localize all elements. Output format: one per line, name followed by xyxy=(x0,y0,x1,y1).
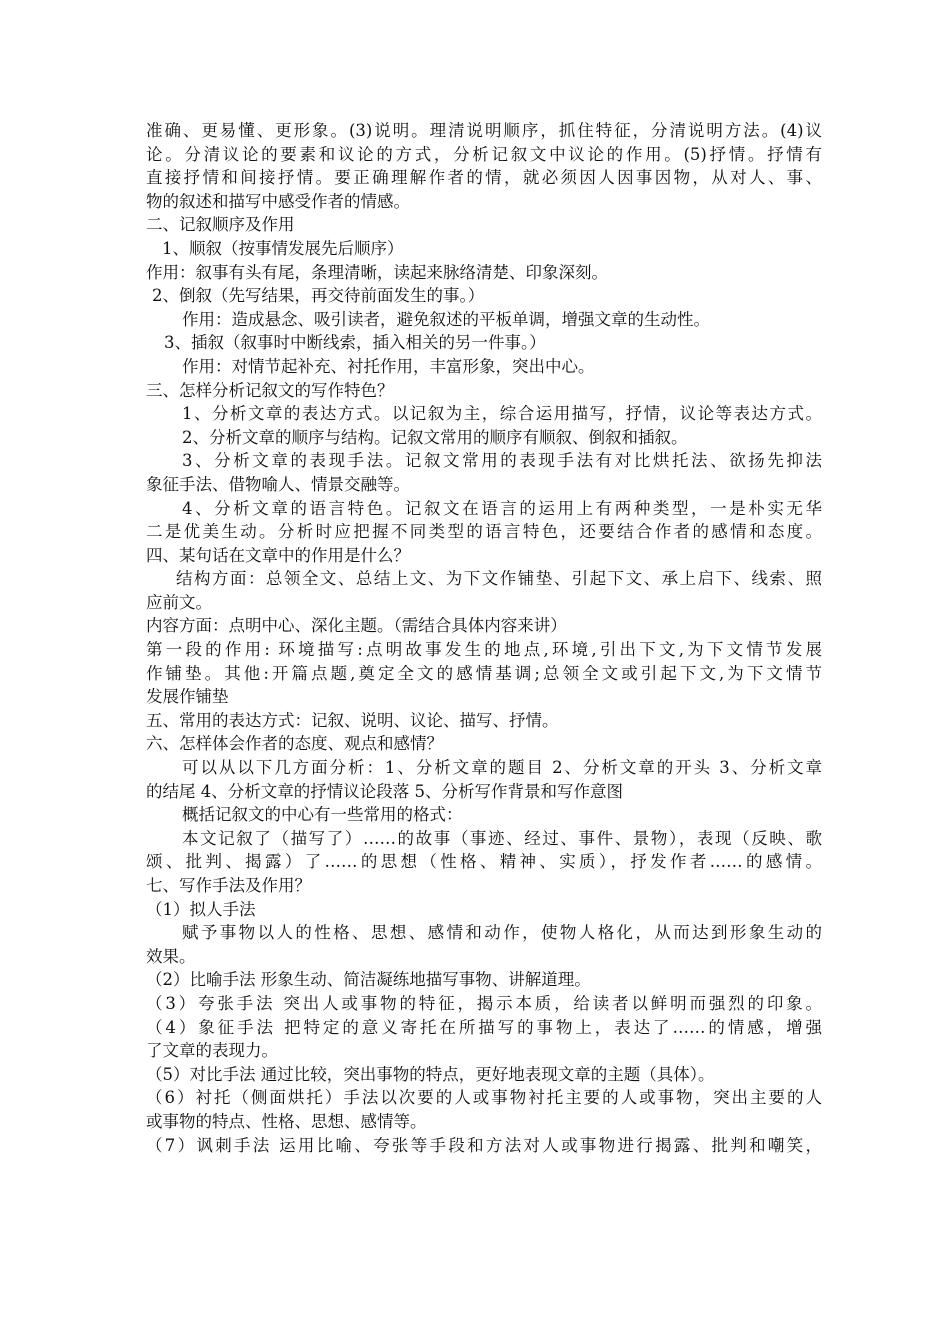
text-line: 作铺垫。其他:开篇点题,奠定全文的感情基调;总领全文或引起下文,为下文情节 xyxy=(146,663,822,683)
text-line: 的结尾 4、分析文章的抒情议论段落 5、分析写作背景和写作意图 xyxy=(146,781,623,801)
sub-heading: 2、倒叙（先写结果，再交待前面发生的事。） xyxy=(152,286,485,306)
text-line: （2）比喻手法 形象生动、简洁凝练地描写事物、讲解道理。 xyxy=(146,970,591,990)
text-line: 本文记叙了（描写了）……的故事（事迹、经过、事件、景物），表现（反映、歌 xyxy=(182,828,822,848)
section-heading: 四、某句话在文章中的作用是什么？ xyxy=(146,545,410,565)
section-heading: 二、记叙顺序及作用 xyxy=(146,215,295,235)
text-line: 赋予事物以人的性格、思想、感情和动作，使物人格化，从而达到形象生动的 xyxy=(182,923,822,943)
text-line: 3、分析文章的表现手法。记叙文常用的表现手法有对比烘托法、欲扬先抑法 xyxy=(182,451,822,471)
text-line: 作用：对情节起补充、衬托作用，丰富形象，突出中心。 xyxy=(182,356,595,376)
text-line: 准确、更易懂、更形象。(3)说明。理清说明顺序，抓住特征，分清说明方法。(4)议 xyxy=(146,121,822,140)
text-line: 颂、批判、揭露）了……的思想（性格、精神、实质），抒发作者……的感情。 xyxy=(146,852,822,872)
text-line: 二是优美生动。分析时应把握不同类型的语言特色，还要结合作者的感情和态度。 xyxy=(146,522,822,542)
text-line: 论。分清议论的要素和议论的方式，分析记叙文中议论的作用。(5)抒情。抒情有 xyxy=(146,144,822,164)
section-heading: 五、常用的表达方式：记叙、说明、议论、描写、抒情。 xyxy=(146,710,559,730)
text-line: （6）衬托（侧面烘托）手法以次要的人或事物衬托主要的人或事物，突出主要的人 xyxy=(146,1088,822,1108)
text-line: 作用：造成悬念、吸引读者，避免叙述的平板单调，增强文章的生动性。 xyxy=(182,309,710,329)
sub-heading: （1）拟人手法 xyxy=(146,899,256,919)
text-line: 了文章的表现力。 xyxy=(146,1041,278,1061)
text-line: （3）夸张手法 突出人或事物的特征，揭示本质，给读者以鲜明而强烈的印象。 xyxy=(146,993,822,1013)
text-line: 直接抒情和间接抒情。要正确理解作者的情，就必须因人因事因物，从对人、事、 xyxy=(146,168,822,188)
text-line: 物的叙述和描写中感受作者的情感。 xyxy=(146,191,410,211)
text-line: 概括记叙文的中心有一些常用的格式： xyxy=(182,805,463,825)
text-line: 2、分析文章的顺序与结构。记叙文常用的顺序有顺叙、倒叙和插叙。 xyxy=(182,427,688,447)
sub-heading: 3、插叙（叙事时中断线索，插入相关的另一件事。） xyxy=(164,333,546,353)
sub-heading: 1、顺叙（按事情发展先后顺序） xyxy=(162,238,404,258)
text-line: 象征手法、借物喻人、情景交融等。 xyxy=(146,474,410,494)
text-line: 第一段的作用: 环境描写:点明故事发生的地点,环境,引出下文,为下文情节发展 xyxy=(146,640,822,660)
text-line: 可以从以下几方面分析：1、分析文章的题目 2、分析文章的开头 3、分析文章 xyxy=(182,758,822,778)
text-line: 1、分析文章的表达方式。以记叙为主，综合运用描写，抒情，议论等表达方式。 xyxy=(182,404,822,424)
text-line: 4、分析文章的语言特色。记叙文在语言的运用上有两种类型，一是朴实无华 xyxy=(182,498,822,518)
text-line: （5）对比手法 通过比较，突出事物的特点，更好地表现文章的主题（具体）。 xyxy=(146,1064,715,1084)
section-heading: 三、怎样分析记叙文的写作特色？ xyxy=(146,380,394,400)
section-heading: 六、怎样体会作者的态度、观点和感情？ xyxy=(146,734,443,754)
document-page xyxy=(146,119,822,1157)
text-line: 作用：叙事有头有尾，条理清晰，读起来脉络清楚、印象深刻。 xyxy=(146,262,608,282)
section-heading: 七、写作手法及作用？ xyxy=(146,876,311,895)
text-line: 应前文。 xyxy=(146,592,212,612)
text-line: （7）讽刺手法 运用比喻、夸张等手段和方法对人或事物进行揭露、批判和嘲笑， xyxy=(146,1135,822,1155)
text-line: （4）象征手法 把特定的意义寄托在所描写的事物上，表达了……的情感，增强 xyxy=(146,1017,822,1037)
text-line: 内容方面：点明中心、深化主题。（需结合具体内容来讲） xyxy=(146,616,567,636)
text-line: 结构方面：总领全文、总结上文、为下文作铺垫、引起下文、承上启下、线索、照 xyxy=(176,569,822,589)
text-line: 或事物的特点、性格、思想、感情等。 xyxy=(146,1111,427,1131)
text-line: 效果。 xyxy=(146,946,196,966)
text-line: 发展作铺垫 xyxy=(146,687,229,707)
